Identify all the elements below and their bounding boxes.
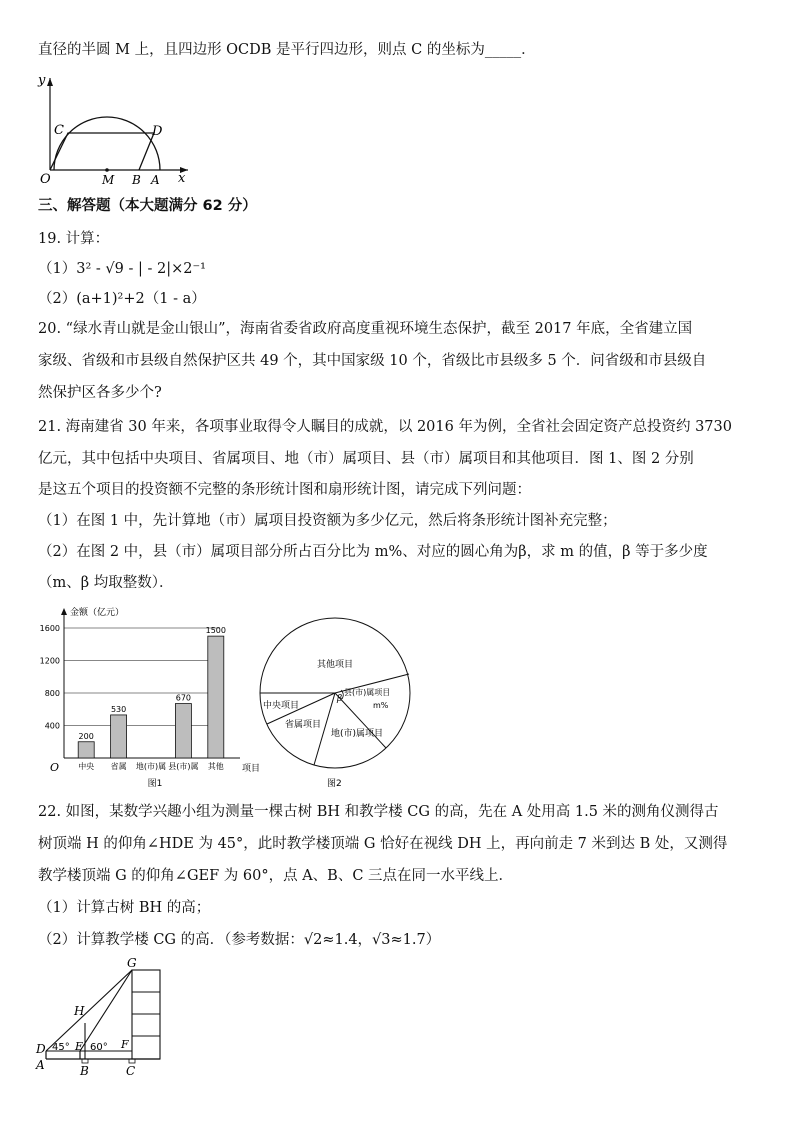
pie-label-provincial: 省属项目 — [285, 720, 322, 730]
label-G: G — [127, 956, 137, 970]
bar-category-label: 县(市)属 — [168, 762, 199, 771]
label-E: E — [75, 1040, 84, 1053]
q22-part2: （2）计算教学楼 CG 的高．（参考数据：√2≈1.4，√3≈1.7） — [38, 932, 441, 948]
bar-category-label: 省属 — [110, 762, 127, 771]
label-D: D — [36, 1042, 46, 1056]
bar-y-tick: 400 — [44, 721, 60, 731]
bar-value-label: 1500 — [205, 626, 226, 636]
label-angle60: 60° — [90, 1042, 108, 1053]
pie-label-other: 其他项目 — [317, 660, 354, 670]
label-C: C — [54, 123, 64, 138]
bar — [78, 742, 94, 758]
label-y: y — [38, 73, 46, 88]
label-B: B — [132, 173, 141, 187]
pie-label-beta: β — [337, 694, 343, 704]
q22-line1: 22. 如图，某数学兴趣小组为测量一棵古树 BH 和教学楼 CG 的高，先在 A 处用高 1.5 米的测角仪测得古 — [38, 804, 719, 820]
bar-value-label: 670 — [175, 693, 192, 703]
label-angle45: 45° — [52, 1042, 70, 1053]
q19-stem: 19. 计算： — [38, 231, 110, 247]
q19-part1: （1）3² - √9 - | - 2|×2⁻¹ — [38, 261, 206, 277]
pie-label-county: 县(市)属项目 — [344, 688, 391, 697]
label-B: B — [80, 1064, 89, 1078]
q21-line1: 21. 海南建省 30 年来，各项事业取得令人瞩目的成就，以 2016 年为例，全省社会固定资产总投资约 3730 — [38, 419, 732, 435]
q22-line3: 教学楼顶端 G 的仰角∠GEF 为 60°，点 A、B、C 三点在同一水平线上． — [38, 868, 514, 884]
bar-y-arrow — [61, 608, 67, 615]
label-O: O — [40, 172, 51, 187]
bar-chart-title: 图1 — [147, 779, 163, 789]
label-C: C — [126, 1064, 136, 1078]
pie-chart-title: 图2 — [327, 779, 342, 789]
label-H: H — [74, 1004, 85, 1018]
q21-line3: 是这五个项目的投资额不完整的条形统计图和扇形统计图，请完成下列问题： — [38, 482, 531, 498]
q21-line5: （2）在图 2 中，县（市）属项目部分所占百分比为 m%、对应的圆心角为β，求 m 的值，β 等于多少度 — [38, 544, 708, 560]
bar-category-label: 中央 — [78, 762, 95, 771]
bar-y-tick: 1200 — [39, 656, 60, 666]
pie-chart-fig2 — [255, 610, 415, 790]
q18-tail: 直径的半圆 M 上，且四边形 OCDB 是平行四边形，则点 C 的坐标为_____． — [38, 42, 536, 58]
bar-category-label: 地(市)属 — [135, 762, 167, 771]
label-M: M — [102, 173, 115, 187]
q20-line1: 20. “绿水青山就是金山银山”，海南省委省政府高度重视环境生态保护，截至 2017 年底，全省建立国 — [38, 321, 693, 337]
semicircle-figure — [28, 70, 198, 190]
label-A: A — [36, 1058, 45, 1072]
label-F: F — [121, 1038, 129, 1051]
bar-chart-xlabel: 项目 — [242, 764, 261, 774]
bar-category-label: 其他 — [207, 762, 224, 771]
tree-building-figure — [30, 955, 180, 1080]
bar-chart-origin: O — [50, 761, 60, 774]
pie-label-city: 地(市)属项目 — [331, 729, 384, 739]
q22-part1: （1）计算古树 BH 的高； — [38, 900, 211, 916]
q20-line2: 家级、省级和市县级自然保护区共 49 个，其中国家级 10 个，省级比市县级多 5 个．问省级和市县级自 — [38, 353, 707, 369]
q20-line3: 然保护区各多少个? — [38, 385, 162, 401]
q19-part2: （2）(a+1)²+2（1 - a） — [38, 291, 206, 307]
bar-y-tick: 800 — [44, 689, 60, 698]
bar-y-tick: 1600 — [39, 624, 60, 633]
label-x: x — [178, 171, 186, 186]
bar-chart-ylabel: 金额（亿元） — [70, 608, 125, 618]
q21-line2: 亿元，其中包括中央项目、省属项目、地（市）属项目、县（市）属项目和其他项目．图 1、图 2 分别 — [38, 451, 694, 467]
pie-label-m: m% — [373, 701, 389, 710]
bar — [111, 715, 127, 758]
q21-line4: （1）在图 1 中，先计算地（市）属项目投资额为多少亿元，然后将条形统计图补充完整； — [38, 513, 617, 529]
label-A: A — [151, 173, 160, 187]
bar-chart-fig1 — [30, 600, 270, 790]
pie-label-central: 中央项目 — [263, 701, 300, 711]
bar — [175, 704, 191, 758]
q21-line6: （m、β 均取整数）． — [38, 575, 174, 591]
section3-heading: 三、解答题（本大题满分 62 分） — [38, 198, 257, 214]
q22-line2: 树顶端 H 的仰角∠HDE 为 45°，此时教学楼顶端 G 恰好在视线 DH 上，再向前走 7 米到达 B 处，又测得 — [38, 836, 728, 852]
label-D: D — [152, 124, 163, 139]
bar-value-label: 530 — [110, 704, 127, 714]
bar — [208, 636, 224, 758]
bar-value-label: 200 — [78, 731, 94, 741]
